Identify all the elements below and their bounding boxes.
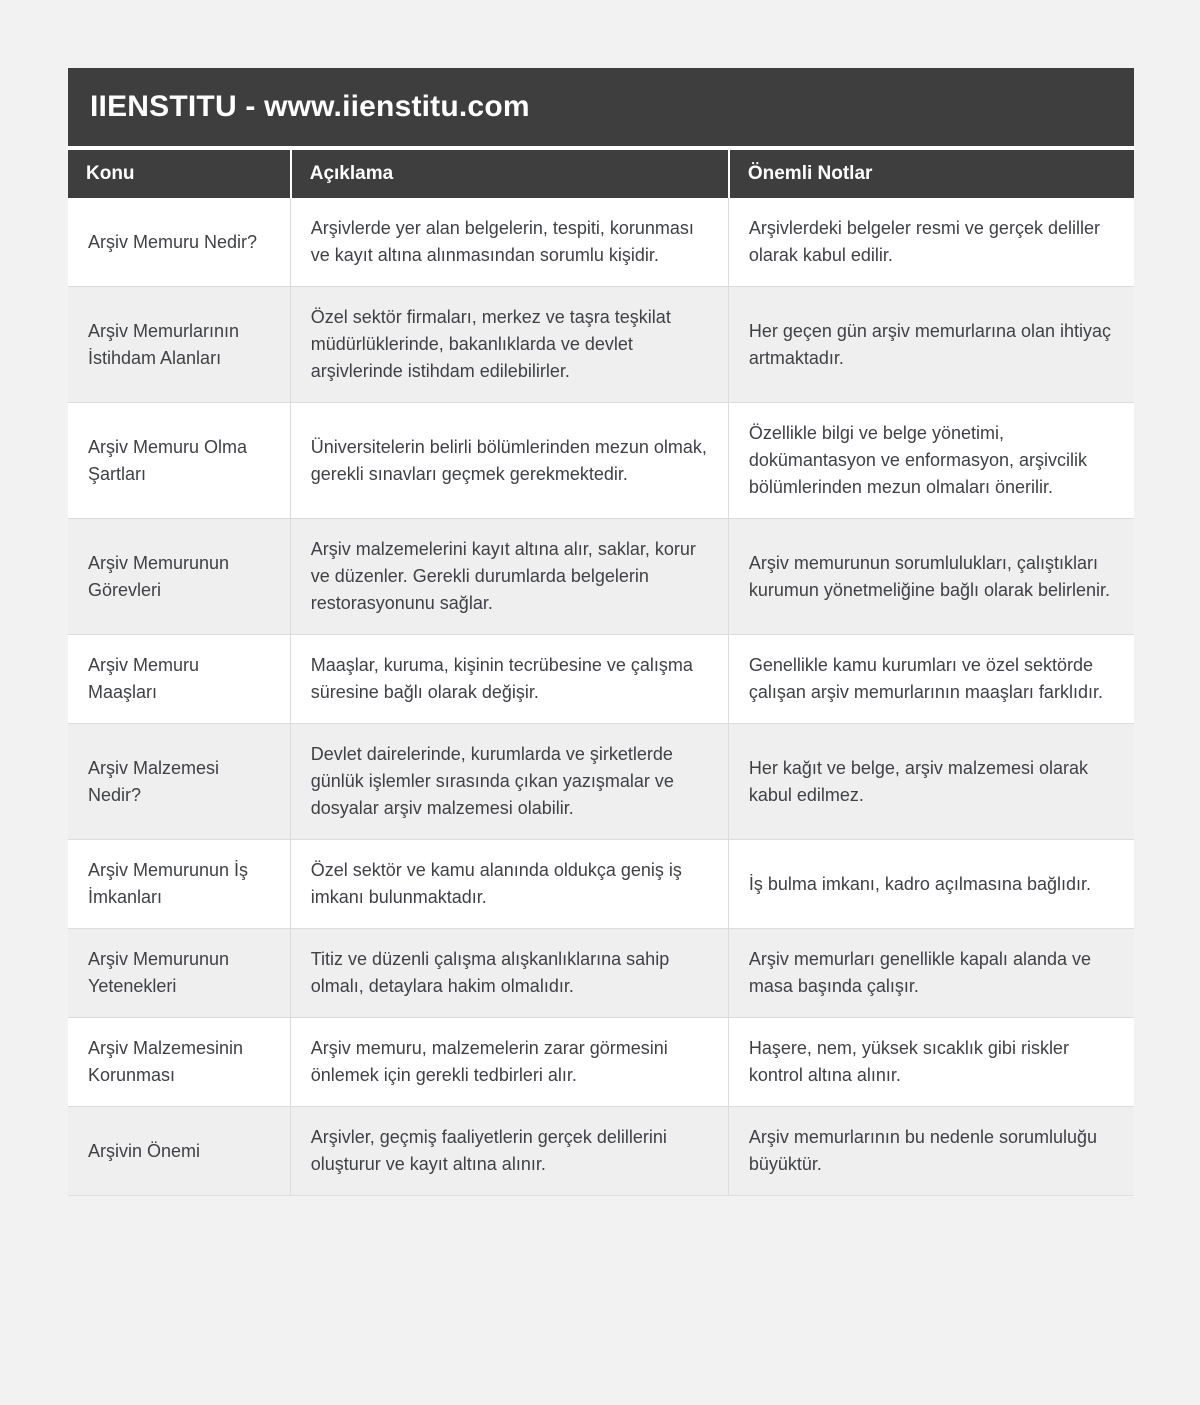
notes-cell: Her geçen gün arşiv memurlarına olan ihtiyaç artmaktadır. [728,286,1134,402]
table-header [68,150,1134,198]
description-cell: Arşiv memuru, malzemelerin zarar görmesini önlemek için gerekli tedbirleri alır. [290,1017,728,1106]
table-row [68,634,1134,723]
table-row [68,723,1134,839]
notes-cell: Arşiv memurlarının bu nedenle sorumluluğu büyüktür. [728,1106,1134,1196]
table-row [68,198,1134,286]
topic-cell: Arşiv Malzemesi Nedir? [68,723,290,839]
table-body [68,198,1134,1196]
table-row [68,1106,1134,1196]
description-cell: Arşivler, geçmiş faaliyetlerin gerçek delillerini oluşturur ve kayıt altına alınır. [290,1106,728,1196]
topic-cell: Arşiv Memurlarının İstihdam Alanları [68,286,290,402]
notes-cell: Haşere, nem, yüksek sıcaklık gibi riskler kontrol altına alınır. [728,1017,1134,1106]
notes-cell: Arşivlerdeki belgeler resmi ve gerçek deliller olarak kabul edilir. [728,198,1134,286]
description-cell: Üniversitelerin belirli bölümlerinden mezun olmak, gerekli sınavları geçmek gerekmektedir. [290,402,728,518]
notes-cell: İş bulma imkanı, kadro açılmasına bağlıdır. [728,839,1134,928]
table-row [68,1017,1134,1106]
description-cell: Arşiv malzemelerini kayıt altına alır, saklar, korur ve düzenler. Gerekli durumlarda belgelerin restorasyonunu sağlar. [290,518,728,634]
notes-cell: Genellikle kamu kurumları ve özel sektörde çalışan arşiv memurlarının maaşları farklıdır. [728,634,1134,723]
page-title: IIENSTITU - www.iienstitu.com [68,68,1134,146]
column-header-onemli-notlar: Önemli Notlar [728,150,1134,198]
description-cell: Özel sektör ve kamu alanında oldukça geniş iş imkanı bulunmaktadır. [290,839,728,928]
table-row [68,402,1134,518]
notes-cell: Arşiv memurunun sorumlulukları, çalıştıkları kurumun yönetmeliğine bağlı olarak belirlenir. [728,518,1134,634]
description-cell: Titiz ve düzenli çalışma alışkanlıklarına sahip olmalı, detaylara hakim olmalıdır. [290,928,728,1017]
topic-cell: Arşivin Önemi [68,1106,290,1196]
topic-cell: Arşiv Memurunun Görevleri [68,518,290,634]
table-row [68,286,1134,402]
topic-cell: Arşiv Memuru Olma Şartları [68,402,290,518]
notes-cell: Arşiv memurları genellikle kapalı alanda ve masa başında çalışır. [728,928,1134,1017]
topic-cell: Arşiv Memuru Nedir? [68,198,290,286]
topic-cell: Arşiv Memurunun Yetenekleri [68,928,290,1017]
info-table [68,150,1134,1196]
description-cell: Arşivlerde yer alan belgelerin, tespiti, korunması ve kayıt altına alınmasından sorumlu kişidir. [290,198,728,286]
column-header-aciklama: Açıklama [290,150,728,198]
topic-cell: Arşiv Memurunun İş İmkanları [68,839,290,928]
topic-cell: Arşiv Malzemesinin Korunması [68,1017,290,1106]
description-cell: Devlet dairelerinde, kurumlarda ve şirketlerde günlük işlemler sırasında çıkan yazışmalar ve dosyalar arşiv malzemesi olabilir. [290,723,728,839]
table-row [68,928,1134,1017]
table-row [68,839,1134,928]
content-table-card [68,68,1134,1196]
column-header-konu: Konu [68,150,290,198]
description-cell: Maaşlar, kuruma, kişinin tecrübesine ve çalışma süresine bağlı olarak değişir. [290,634,728,723]
description-cell: Özel sektör firmaları, merkez ve taşra teşkilat müdürlüklerinde, bakanlıklarda ve devlet arşivlerinde istihdam edilebilirler. [290,286,728,402]
header-row [68,150,1134,198]
table-row [68,518,1134,634]
notes-cell: Her kağıt ve belge, arşiv malzemesi olarak kabul edilmez. [728,723,1134,839]
notes-cell: Özellikle bilgi ve belge yönetimi, dokümantasyon ve enformasyon, arşivcilik bölümlerinden mezun olmaları önerilir. [728,402,1134,518]
topic-cell: Arşiv Memuru Maaşları [68,634,290,723]
